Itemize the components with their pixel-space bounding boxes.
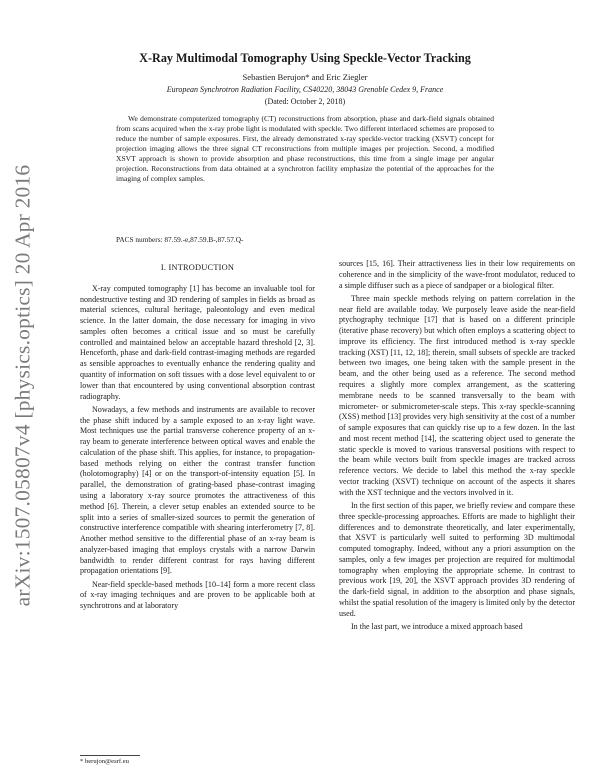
pacs-numbers: PACS numbers: 87.59.-e,87.59.B-,87.57.Q-	[116, 235, 244, 244]
section-heading: I. INTRODUCTION	[160, 263, 235, 272]
footnote-divider	[80, 755, 140, 756]
paper-title: X-Ray Multimodal Tomography Using Speckle-Vector Tracking	[139, 51, 471, 65]
paragraph: Near-field speckle-based methods [10–14] form a more recent class of x-ray imaging techniques and are proven to be applicable both at synchrotrons and at laboratory	[80, 579, 315, 611]
footnote: * berujon@esrf.eu	[80, 758, 129, 765]
paragraph: In the last part, we introduce a mixed approach based	[351, 621, 523, 631]
paper-date: (Dated: October 2, 2018)	[264, 97, 346, 106]
left-column	[80, 259, 315, 614]
arxiv-id-text: arXiv:1507.05807v4 [physics.optics] 20 Apr 2016	[10, 164, 35, 606]
paragraph: Nowadays, a few methods and instruments are available to recover the phase shift induced by a sample exposed to an x-ray light wave. Most techniques use the partial transverse coherence property of an x-ray beam to generate interference between optical waves and enable the calculation of the phase shift. This applies, for instance, to propagation-based methods relying on either the contrast transfer function (holotomography) [4] or on the transport-of-intensity equation [5]. In parallel, the demonstration of grating-based phase-contrast imaging using a laboratory x-ray source promotes the attractiveness of this method [6]. Therein, a clever setup enables an extended source to be split into a series of smaller-sized sources to permit the generation of constructive interference compatible with shearing interferometry [7, 8]. Another method sensitive to the differential phase of an x-ray beam is analyzer-based imaging that employs crystals with a narrow Darwin bandwidth to render different contrast for rays having different propagation orientations [9].	[80, 404, 315, 576]
arxiv-identifier	[6, 164, 40, 606]
paragraph: Three main speckle methods relying on pattern correlation in the near field are available today. We purposely leave aside the near-field ptychography technique [17] that is based on a different principle (iterative phase recovery) but which often employs a scattering object to improve its efficiency. The first introduced method is x-ray speckle tracking (XST) [11, 12, 18]; therein, small subsets of speckle are tracked between two images, one being taken with the sample present in the beam, and the other being used as a reference. The second method requires a slightly more complex arrangement, as the scattering membrane needs to be scanned transversally to the beam with micrometer- or submicrometer-scale steps. This x-ray speckle-scanning (XSS) method [13] provides very high sensitivity at the cost of a number of sample exposures that can quickly rise up to a few dozen. In the last and most recent method [14], the scattering object used to generate the static speckle is moved to various transversal positions with respect to the beam while vectors built from speckle images are tracked across reference vectors. We decide to label this method the x-ray speckle vector tracking (XSVT) technique on account of the aspects it shares with the XST technique and the vectors involved in it.	[339, 293, 575, 497]
paper-authors: Sebastien Berujon* and Eric Ziegler	[242, 72, 368, 82]
right-column	[339, 259, 575, 635]
paragraph: In the first section of this paper, we briefly review and compare these three speckle-processing approaches. Efforts are made to highlight their differences and to demonstrate theoretically, and later experimentally, that XSVT is particularly well suited to performing 3D multimodal computed tomography. Indeed, without any a priori assumption on the samples, only a few images per projection are required for multimodal tomography when employing the appropriate scheme. In contrast to previous work [19, 20], the XSVT approach provides 3D rendering of the dark-field signal, in addition to the absorption and phase signals, whilst the spatial resolution of the imagery is limited only by the detector used.	[339, 500, 575, 618]
paragraph: sources [15, 16]. Their attractiveness lies in their low requirements on coherence and in the simplicity of the wave-front modulator, reduced to a simple diffuser such as a piece of sandpaper or a biological filter.	[339, 259, 575, 290]
abstract: We demonstrate computerized tomography (CT) reconstructions from absorption, phase and dark-field signals obtained from scans acquired when the x-ray probe light is modulated with speckle. Two different interlaced schemes are proposed to reduce the number of sample exposures. First, the already demonstrated x-ray speckle-vector tracking (XSVT) concept for projection imaging allows the three signal CT reconstructions from multiple images per projection. Second, a modified XSVT approach is shown to provide absorption and phase reconstructions, this time from a single image per angular projection. Reconstructions from data obtained at a synchrotron facility emphasize the potential of the approaches for the imaging of complex samples.	[116, 114, 494, 184]
paragraph: X-ray computed tomography [1] has become an invaluable tool for nondestructive testing and 3D rendering of samples in fields as broad as material sciences, cultural heritage, paleontology and even medical science. In the latter domain, the dose necessary for imaging in vivo samples often becomes a critical issue and so must be carefully controlled and maintained below an acceptable hazard threshold [2, 3]. Henceforth, phase and dark-field contrast-imaging methods are regarded as sensible approaches to eventually enhance the rendering quality and quantity of information on soft tissues with a dose level equivalent to or lower than that encountered by using conventional absorption contrast radiography.	[80, 283, 315, 401]
paper-affiliation: European Synchrotron Radiation Facility, CS40220, 38043 Grenoble Cedex 9, France	[166, 85, 444, 94]
